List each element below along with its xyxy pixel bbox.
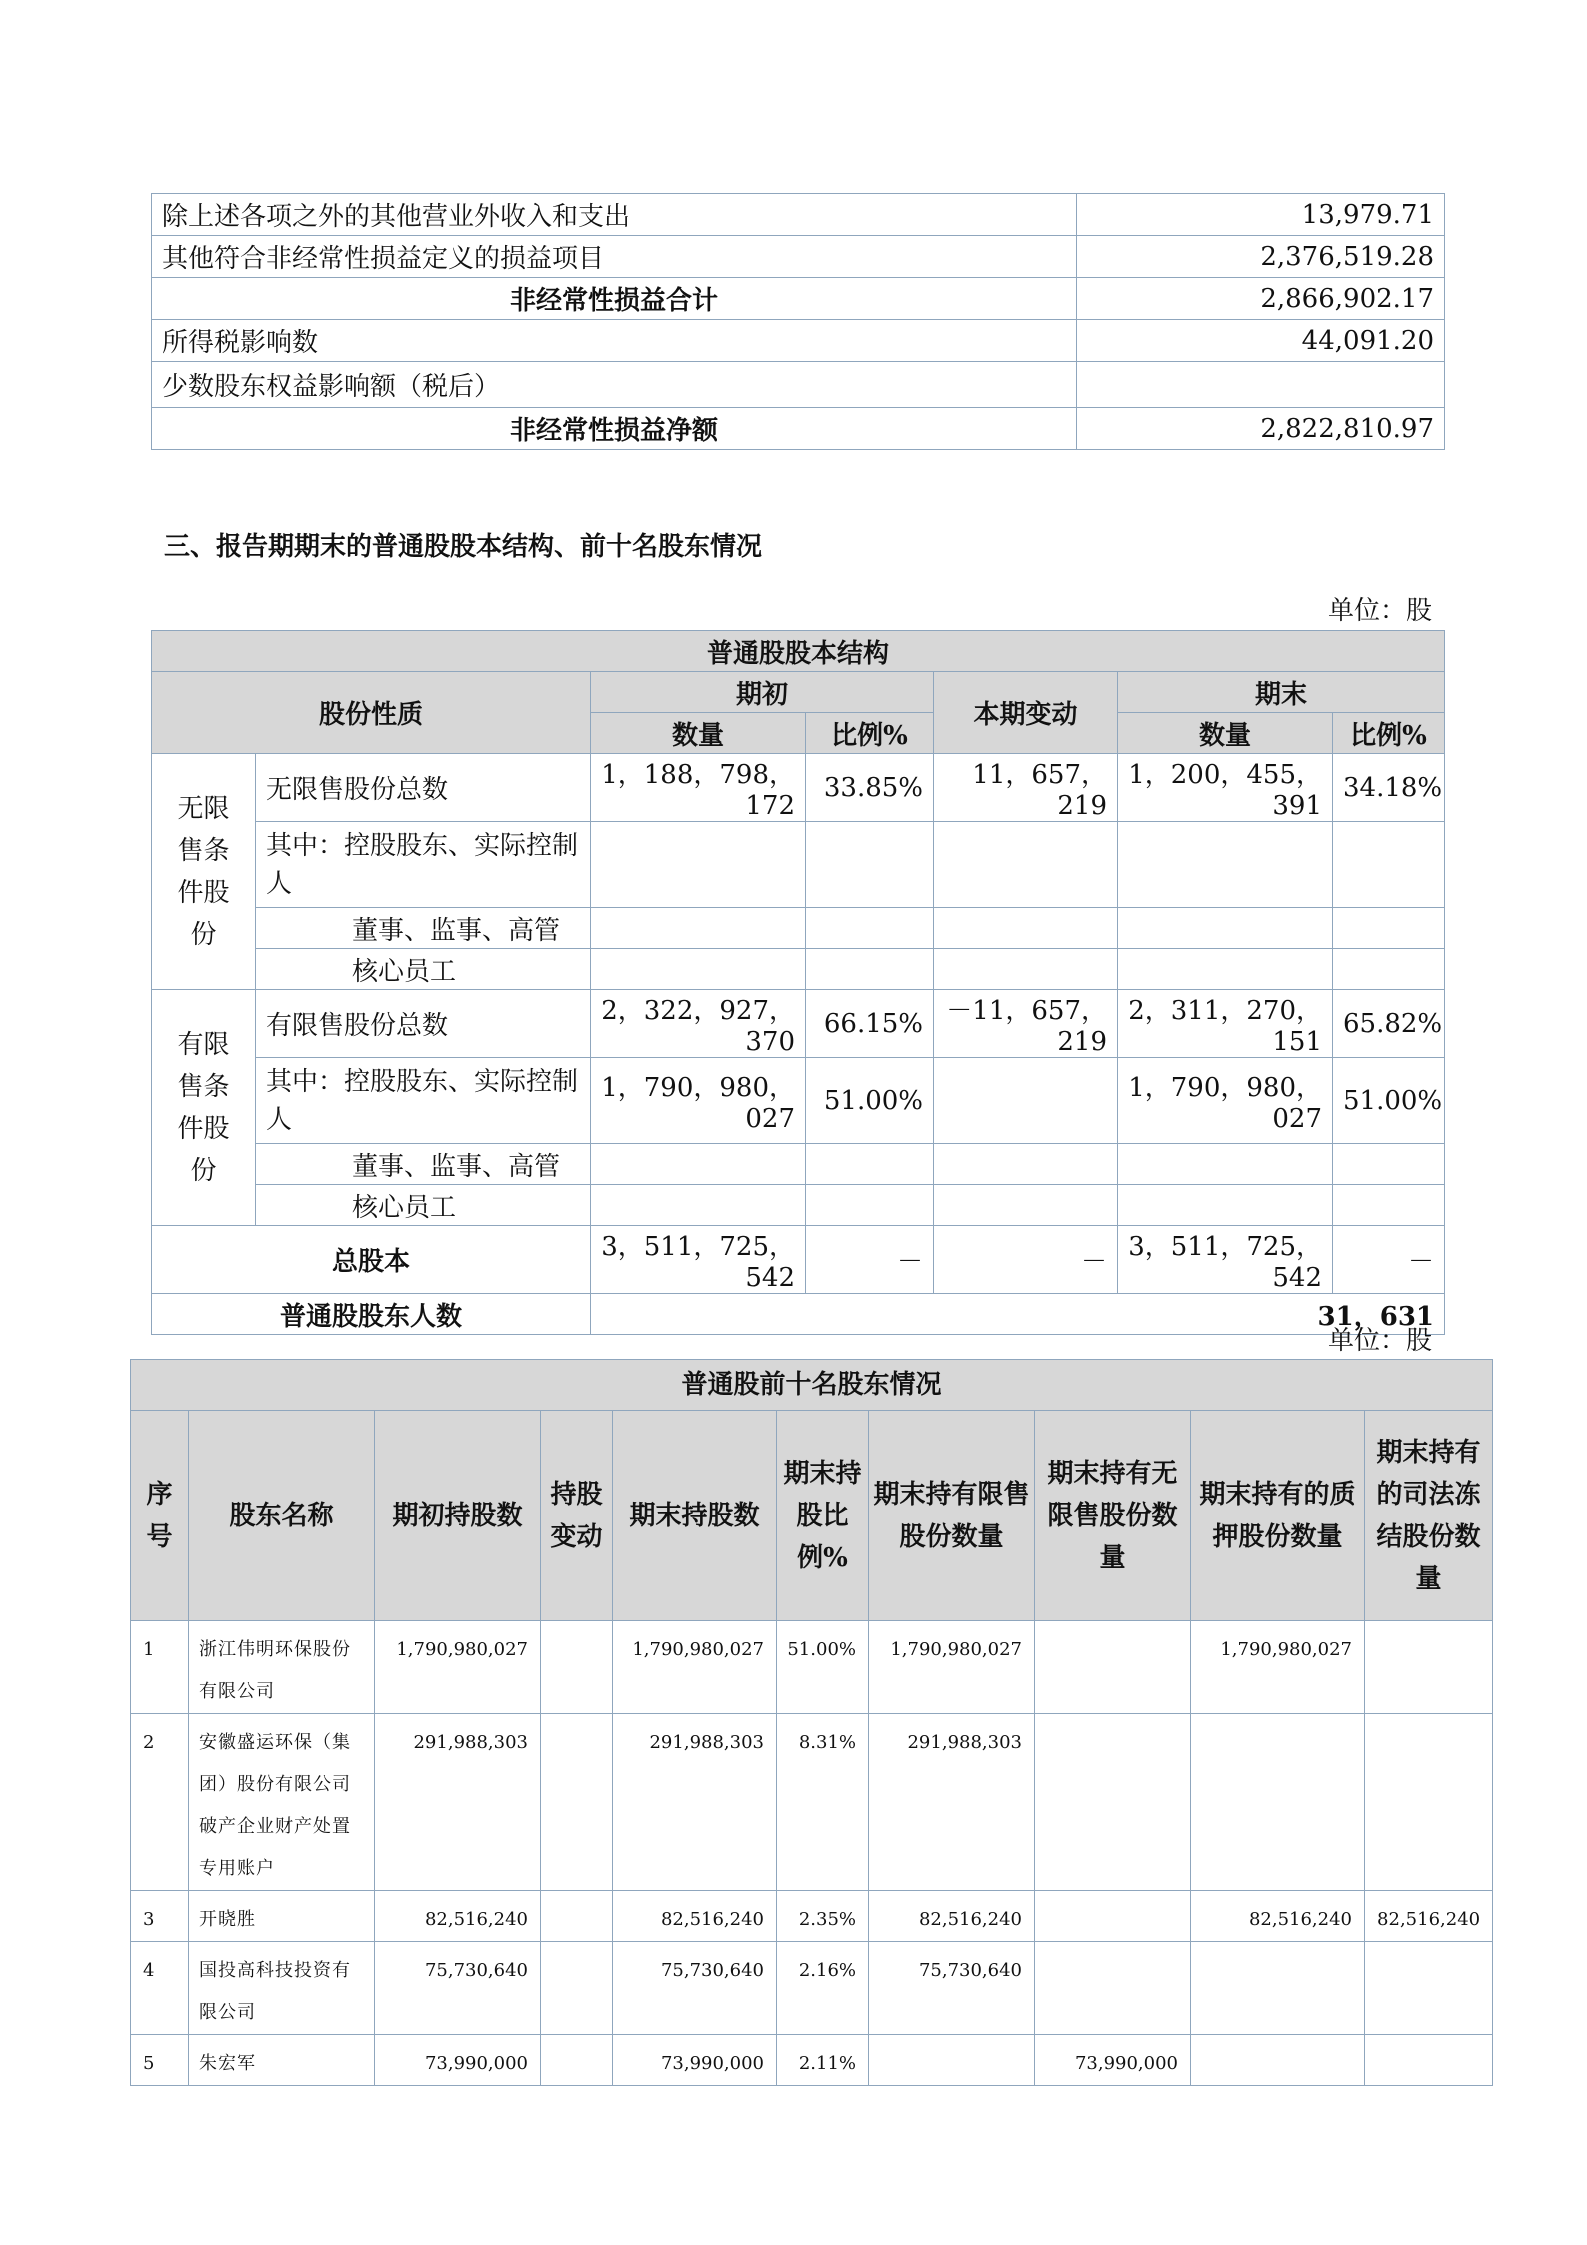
nonrecurring-row: [152, 278, 1445, 320]
th-idx: 序号: [131, 1411, 189, 1621]
nonrecurring-label: 其他符合非经常性损益定义的损益项目: [152, 236, 1077, 278]
nonrecurring-label: 非经常性损益净额: [152, 408, 1077, 450]
share-row: [152, 1144, 1445, 1185]
nonrecurring-label: 非经常性损益合计: [152, 278, 1077, 320]
nonrecurring-row: [152, 236, 1445, 278]
share-begin-qty: [591, 908, 806, 949]
share-end-ratio: 65.82%: [1333, 990, 1445, 1058]
share-end-ratio: [1333, 1144, 1445, 1185]
holder-restricted: 82,516,240: [869, 1891, 1035, 1942]
share-begin-qty: 2，322，927，370: [591, 990, 806, 1058]
unrestricted-category: [152, 754, 256, 990]
share-begin-qty: [591, 822, 806, 908]
top-holders-table: [130, 1359, 1493, 2086]
holder-ratio: 2.16%: [777, 1942, 869, 2035]
nonrecurring-value: 2,866,902.17: [1077, 278, 1445, 320]
holder-idx: 1: [131, 1621, 189, 1714]
holder-end: 82,516,240: [613, 1891, 777, 1942]
share-row: [152, 754, 1445, 822]
holder-unrestricted: [1035, 1621, 1191, 1714]
category-line: 件股: [177, 1113, 230, 1144]
holder-unrestricted: [1035, 1714, 1191, 1891]
holders-count-value: 31，631: [591, 1294, 1445, 1335]
share-row-label: 无限售股份总数: [256, 754, 591, 822]
holder-change: [541, 1891, 613, 1942]
holder-begin: 291,988,303: [375, 1714, 541, 1891]
holder-unrestricted: [1035, 1891, 1191, 1942]
share-begin-qty: [591, 949, 806, 990]
nonrecurring-label: 所得税影响数: [152, 320, 1077, 362]
holder-name: 朱宏军: [189, 2035, 375, 2086]
category-line: 份: [190, 1155, 217, 1186]
holder-begin: 73,990,000: [375, 2035, 541, 2086]
category-line: 售条: [177, 835, 230, 866]
total-begin-ratio: －: [806, 1226, 934, 1294]
share-row-label: 有限售股份总数: [256, 990, 591, 1058]
section-heading: 三、报告期期末的普通股股本结构、前十名股东情况: [164, 532, 763, 562]
share-begin-ratio: 51.00%: [806, 1058, 934, 1144]
th-name: 股东名称: [189, 1411, 375, 1621]
share-end-qty: 2，311，270，151: [1118, 990, 1333, 1058]
th-frozen: 期末持有的司法冻结股份数量: [1365, 1411, 1493, 1621]
holder-ratio: 2.11%: [777, 2035, 869, 2086]
share-begin-ratio: [806, 1185, 934, 1226]
header-end: 期末: [1118, 672, 1445, 713]
category-line: 份: [190, 919, 217, 950]
holder-restricted: 1,790,980,027: [869, 1621, 1035, 1714]
th-ratio: 期末持股比例%: [777, 1411, 869, 1621]
share-end-ratio: [1333, 908, 1445, 949]
holder-frozen: [1365, 2035, 1493, 2086]
total-begin-qty: 3，511，725，542: [591, 1226, 806, 1294]
share-row: [152, 822, 1445, 908]
holder-row: [131, 1621, 1493, 1714]
holder-end: 73,990,000: [613, 2035, 777, 2086]
category-line: 售条: [177, 1071, 230, 1102]
share-end-qty: [1118, 949, 1333, 990]
holder-restricted: 291,988,303: [869, 1714, 1035, 1891]
share-begin-ratio: [806, 949, 934, 990]
holder-change: [541, 1714, 613, 1891]
nonrecurring-table: [151, 193, 1445, 450]
holder-frozen: 82,516,240: [1365, 1891, 1493, 1942]
holder-pledged: [1191, 1942, 1365, 2035]
share-begin-ratio: [806, 822, 934, 908]
nonrecurring-row: [152, 408, 1445, 450]
nonrecurring-row: [152, 320, 1445, 362]
holder-end: 75,730,640: [613, 1942, 777, 2035]
share-begin-qty: [591, 1185, 806, 1226]
holders-count-label: 普通股股东人数: [152, 1294, 591, 1335]
th-end: 期末持股数: [613, 1411, 777, 1621]
share-end-qty: [1118, 822, 1333, 908]
holder-frozen: [1365, 1942, 1493, 2035]
share-row-label: 核心员工: [256, 949, 591, 990]
top-holders-title: 普通股前十名股东情况: [131, 1360, 1493, 1411]
share-row-label: 核心员工: [256, 1185, 591, 1226]
share-structure-table: [151, 630, 1445, 1335]
holder-name: 安徽盛运环保（集团）股份有限公司破产企业财产处置专用账户: [189, 1714, 375, 1891]
share-row-label: 其中：控股股东、实际控制人: [256, 1058, 591, 1144]
share-change: 11，657，219: [934, 754, 1118, 822]
header-end-ratio: 比例%: [1333, 713, 1445, 754]
share-end-ratio: 51.00%: [1333, 1058, 1445, 1144]
th-pledged: 期末持有的质押股份数量: [1191, 1411, 1365, 1621]
holder-frozen: [1365, 1714, 1493, 1891]
share-row: [152, 1058, 1445, 1144]
share-structure-title: 普通股股本结构: [152, 631, 1445, 672]
unit-label: 单位：股: [1327, 596, 1432, 626]
share-row: [152, 1185, 1445, 1226]
holder-end: 291,988,303: [613, 1714, 777, 1891]
share-change: [934, 1185, 1118, 1226]
header-begin-ratio: 比例%: [806, 713, 934, 754]
holder-change: [541, 2035, 613, 2086]
holder-idx: 3: [131, 1891, 189, 1942]
holder-unrestricted: 73,990,000: [1035, 2035, 1191, 2086]
share-row-label: 董事、监事、高管: [256, 1144, 591, 1185]
share-end-qty: 1，790，980，027: [1118, 1058, 1333, 1144]
header-begin: 期初: [591, 672, 934, 713]
holder-idx: 2: [131, 1714, 189, 1891]
holder-unrestricted: [1035, 1942, 1191, 2035]
share-end-ratio: 34.18%: [1333, 754, 1445, 822]
share-end-qty: [1118, 1144, 1333, 1185]
nonrecurring-label: 除上述各项之外的其他营业外收入和支出: [152, 194, 1077, 236]
share-change: [934, 822, 1118, 908]
holder-begin: 75,730,640: [375, 1942, 541, 2035]
holder-row: [131, 1714, 1493, 1891]
share-end-ratio: [1333, 1185, 1445, 1226]
holder-pledged: [1191, 2035, 1365, 2086]
share-begin-qty: 1，188，798，172: [591, 754, 806, 822]
holder-end: 1,790,980,027: [613, 1621, 777, 1714]
share-begin-ratio: 33.85%: [806, 754, 934, 822]
total-end-qty: 3，511，725，542: [1118, 1226, 1333, 1294]
category-line: 件股: [177, 877, 230, 908]
header-end-qty: 数量: [1118, 713, 1333, 754]
holder-row: [131, 2035, 1493, 2086]
holder-name: 开晓胜: [189, 1891, 375, 1942]
holder-name: 浙江伟明环保股份有限公司: [189, 1621, 375, 1714]
th-begin: 期初持股数: [375, 1411, 541, 1621]
share-begin-ratio: [806, 908, 934, 949]
holder-change: [541, 1621, 613, 1714]
nonrecurring-value: 13,979.71: [1077, 194, 1445, 236]
share-begin-qty: 1，790，980，027: [591, 1058, 806, 1144]
share-change: [934, 1058, 1118, 1144]
header-change: 本期变动: [934, 672, 1118, 754]
th-change: 持股变动: [541, 1411, 613, 1621]
holder-pledged: 82,516,240: [1191, 1891, 1365, 1942]
holder-begin: 1,790,980,027: [375, 1621, 541, 1714]
holder-restricted: [869, 2035, 1035, 2086]
share-end-qty: 1，200，455，391: [1118, 754, 1333, 822]
holder-begin: 82,516,240: [375, 1891, 541, 1942]
share-end-qty: [1118, 908, 1333, 949]
restricted-category: [152, 990, 256, 1226]
nonrecurring-value: 44,091.20: [1077, 320, 1445, 362]
share-row-label: 董事、监事、高管: [256, 908, 591, 949]
share-end-qty: [1118, 1185, 1333, 1226]
share-row: [152, 908, 1445, 949]
holder-restricted: 75,730,640: [869, 1942, 1035, 2035]
holder-row: [131, 1891, 1493, 1942]
share-change: －11，657，219: [934, 990, 1118, 1058]
share-begin-ratio: [806, 1144, 934, 1185]
nonrecurring-row: [152, 194, 1445, 236]
category-line: 无限: [177, 793, 230, 824]
share-end-ratio: [1333, 949, 1445, 990]
holder-change: [541, 1942, 613, 2035]
share-row-label: 其中：控股股东、实际控制人: [256, 822, 591, 908]
total-label: 总股本: [152, 1226, 591, 1294]
holder-row: [131, 1942, 1493, 2035]
holder-ratio: 2.35%: [777, 1891, 869, 1942]
holder-pledged: 1,790,980,027: [1191, 1621, 1365, 1714]
holder-name: 国投高科技投资有限公司: [189, 1942, 375, 2035]
share-change: [934, 1144, 1118, 1185]
share-begin-ratio: 66.15%: [806, 990, 934, 1058]
total-end-ratio: －: [1333, 1226, 1445, 1294]
th-restricted: 期末持有限售股份数量: [869, 1411, 1035, 1621]
header-nature: 股份性质: [152, 672, 591, 754]
holder-idx: 5: [131, 2035, 189, 2086]
holder-idx: 4: [131, 1942, 189, 2035]
share-end-ratio: [1333, 822, 1445, 908]
nonrecurring-label: 少数股东权益影响额（税后）: [152, 362, 1077, 408]
share-row: [152, 990, 1445, 1058]
holder-frozen: [1365, 1621, 1493, 1714]
holder-ratio: 51.00%: [777, 1621, 869, 1714]
holder-ratio: 8.31%: [777, 1714, 869, 1891]
holder-pledged: [1191, 1714, 1365, 1891]
th-unrestricted: 期末持有无限售股份数量: [1035, 1411, 1191, 1621]
header-begin-qty: 数量: [591, 713, 806, 754]
nonrecurring-value: [1077, 362, 1445, 408]
total-change: －: [934, 1226, 1118, 1294]
nonrecurring-value: 2,376,519.28: [1077, 236, 1445, 278]
share-row: [152, 949, 1445, 990]
category-line: 有限: [177, 1029, 230, 1060]
share-change: [934, 908, 1118, 949]
share-begin-qty: [591, 1144, 806, 1185]
nonrecurring-row: [152, 362, 1445, 408]
unit-label-2: 单位：股: [1327, 1326, 1432, 1356]
nonrecurring-value: 2,822,810.97: [1077, 408, 1445, 450]
share-change: [934, 949, 1118, 990]
